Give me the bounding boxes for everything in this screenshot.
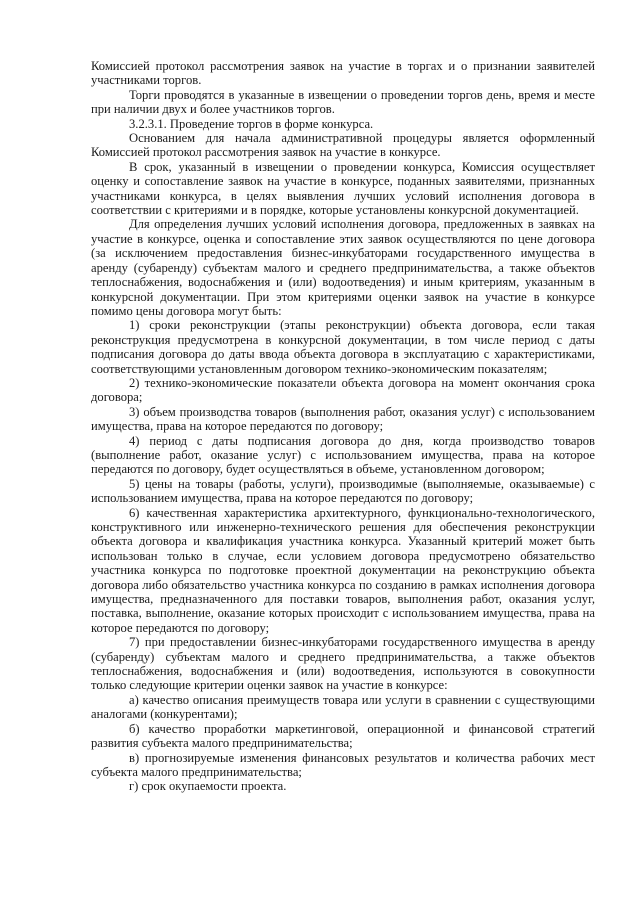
sub-item-a: а) качество описания преимуществ товара или услуги в сравнении с существующими аналогами (конкурентами);: [91, 692, 595, 722]
list-item-criterion-6: 6) качественная характеристика архитектурного, функционально-технологического, конструктивного или инженерно-технического решения для обеспечения реконструкции объекта договора и квалификация участника конкурса. Указанный критерий может быть использован только в случае, если условием договора предусмотрено обязательство участника конкурса по подготовке проектной документации на реконструкцию объекта договора либо обязательство участника конкурса по созданию в рамках исполнения договора имущества, предназначенного для поставки товаров, выполнения работ, оказания услуг, поставка, выполнение, оказание которых происходит с использованием имущества, права на которое передаются по договору;: [91, 505, 595, 635]
paragraph-procedure-basis: Основанием для начала административной процедуры является оформленный Комиссией протокол рассмотрения заявок на участие в конкурсе.: [91, 131, 595, 160]
paragraph-protocol-continuation: Комиссией протокол рассмотрения заявок на участие в торгах и о признании заявителей участниками торгов.: [91, 59, 595, 88]
list-item-criterion-2: 2) технико-экономические показатели объекта договора на момент окончания срока договора;: [91, 375, 595, 405]
sub-item-g: г) срок окупаемости проекта.: [129, 779, 287, 794]
sub-item-v: в) прогнозируемые изменения финансовых результатов и количества рабочих мест субъекта малого предпринимательства;: [91, 750, 595, 779]
document-page: [91, 59, 595, 794]
paragraph-evaluation-criteria: Для определения лучших условий исполнения договора, предложенных в заявках на участие в конкурсе, оценка и сопоставление этих заявок осуществляются по цене договора (за исключением предоставления бизнес-инкубаторами государственного имущества в аренду (субаренду) субъектам малого и среднего предпринимательства, а также объектов теплоснабжения, водоснабжения и (или) водоотведения) и иным критериям, указанным в конкурсной документации. При этом критериями оценки заявок на участие в конкурсе помимо цены договора могут быть:: [91, 217, 595, 318]
paragraph-evaluation-term: В срок, указанный в извещении о проведении конкурса, Комиссия осуществляет оценку и сопоставление заявок на участие в конкурсе, поданных заявителями, признанных участниками конкурса, в целях выявления лучших условий исполнения договора в соответствии с критериями и в порядке, которые установлены конкурсной документацией.: [91, 159, 595, 218]
section-heading-3-2-3-1: 3.2.3.1. Проведение торгов в форме конкурса.: [129, 116, 374, 131]
paragraph-auction-time: Торги проводятся в указанные в извещении о проведении торгов день, время и месте при наличии двух и более участников торгов.: [91, 87, 595, 117]
list-item-criterion-4: 4) период с даты подписания договора до дня, когда производство товаров (выполнение работ, оказание услуг) с использованием имущества, права на которое передаются по договору, будет осуществляться в объеме, установленном договором;: [91, 433, 595, 477]
list-item-criterion-3: 3) объем производства товаров (выполнения работ, оказания услуг) с использованием имущества, права на которое передаются по договору;: [91, 404, 595, 434]
sub-item-b: б) качество проработки маркетинговой, операционной и финансовой стратегий развития субъекта малого предпринимательства;: [91, 721, 595, 751]
list-item-criterion-5: 5) цены на товары (работы, услуги), производимые (выполняемые, оказываемые) с использованием имущества, права на которое передаются по договору;: [91, 476, 595, 506]
list-item-criterion-7: 7) при предоставлении бизнес-инкубаторами государственного имущества в аренду (субаренду) субъектам малого и среднего предпринимательства, а также объектов теплоснабжения, водоснабжения и (или) водоотведения, используются в совокупности только следующие критерии оценки заявок на участие в конкурсе:: [91, 635, 595, 693]
list-item-criterion-1: 1) сроки реконструкции (этапы реконструкции) объекта договора, если такая реконструкция предусмотрена в конкурсной документации, в том числе период с даты подписания договора до даты ввода объекта договора в эксплуатацию с характеристиками, соответствующими установленным договором технико-экономическим показателям;: [91, 318, 595, 376]
